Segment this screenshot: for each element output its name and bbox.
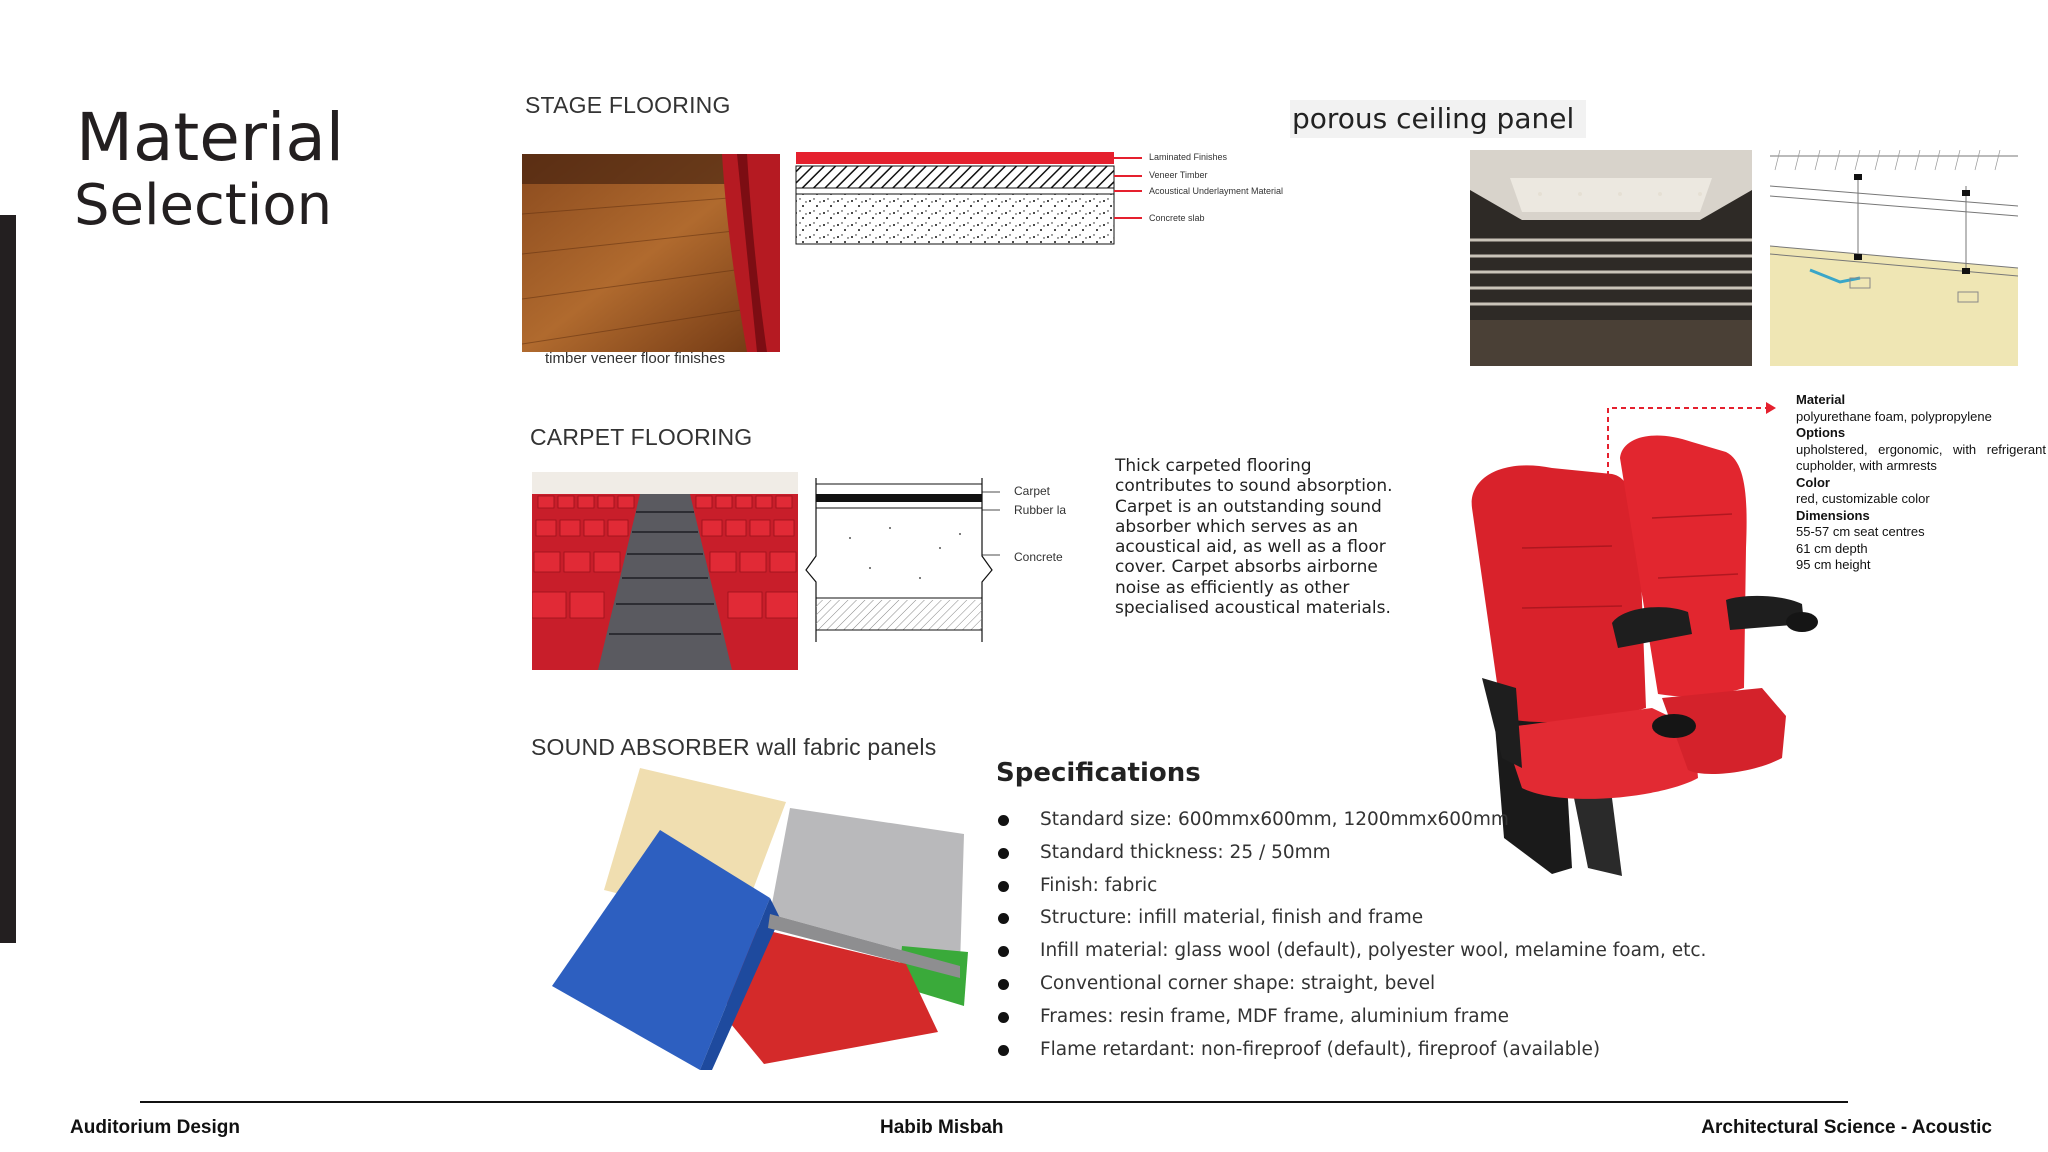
carpet-layer-label: Rubber la <box>1014 503 1067 517</box>
sound-absorber-heading: SOUND ABSORBER wall fabric panels <box>531 734 937 760</box>
spec-item <box>996 968 1706 1001</box>
page-title-line1: Material <box>76 99 345 176</box>
spec-item <box>996 902 1706 935</box>
spec-item-text: Standard thickness: 25 / 50mm <box>1040 841 1331 863</box>
chair-spec-value: red, customizable color <box>1796 491 1930 506</box>
stage-flooring-heading: STAGE FLOORING <box>525 92 731 118</box>
bullet-icon <box>998 1045 1009 1056</box>
carpet-layer-label: Concrete <box>1014 550 1063 564</box>
bullet-icon <box>998 848 1009 859</box>
spec-item-text: Infill material: glass wool (default), polyester wool, melamine foam, etc. <box>1040 940 1707 962</box>
page-title-line2: Selection <box>74 173 333 238</box>
spec-item <box>996 804 1706 837</box>
carpet-layer-label: Carpet <box>1014 484 1051 498</box>
carpet-auditorium-photo <box>532 472 798 670</box>
carpet-flooring-heading: CARPET FLOORING <box>530 424 753 450</box>
chair-spec-label: Color <box>1796 474 1830 490</box>
spec-item <box>996 1001 1706 1034</box>
stage-layer-label: Acoustical Underlayment Material <box>1149 186 1284 196</box>
carpet-description: Thick carpeted flooring contributes to sound absorption. Carpet is an outstanding sound absorber which serves as an acoustical aid, as well as a floor cover. Carpet absorbs airborne noise as efficiently as other specialised acoustical materials. <box>1115 456 1393 619</box>
stage-floor-section-diagram <box>794 150 1334 250</box>
spec-item <box>996 935 1706 968</box>
spec-item <box>996 1034 1706 1067</box>
footer-right: Architectural Science - Acoustic <box>1701 1117 1992 1138</box>
fabric-panels-image <box>550 768 970 1070</box>
chair-spec-value: polyurethane foam, polypropylene <box>1796 408 1992 424</box>
bullet-icon <box>998 815 1009 826</box>
stage-layer-label: Laminated Finishes <box>1149 152 1228 162</box>
stage-layer-label: Concrete slab <box>1149 213 1205 223</box>
bullet-icon <box>998 1012 1009 1023</box>
chair-spec-list <box>1796 392 2046 574</box>
footer-divider <box>140 1101 1848 1103</box>
ceiling-section-diagram <box>1770 150 2018 366</box>
left-accent-bar <box>0 215 16 943</box>
ceiling-photo <box>1470 150 1752 366</box>
specifications-title: Specifications <box>996 758 1201 788</box>
footer-center: Habib Misbah <box>880 1117 1004 1138</box>
stage-floor-caption: timber veneer floor finishes <box>545 350 726 367</box>
bullet-icon <box>998 913 1009 924</box>
carpet-section-diagram <box>800 478 1000 644</box>
spec-item <box>996 870 1706 903</box>
spec-item-text: Conventional corner shape: straight, bevel <box>1040 972 1436 994</box>
footer-left: Auditorium Design <box>70 1117 240 1138</box>
spec-item-text: Flame retardant: non-fireproof (default), fireproof (available) <box>1040 1038 1601 1060</box>
chair-spec-value: 55-57 cm seat centres 61 cm depth 95 cm height <box>1796 524 1925 572</box>
chair-spec-label: Dimensions <box>1796 507 1870 523</box>
chair-spec-label: Material <box>1796 392 1846 407</box>
spec-item-text: Standard size: 600mmx600mm, 1200mmx600mm <box>1040 809 1509 830</box>
chair-spec-label: Options <box>1796 425 1846 440</box>
stage-layer-label: Veneer Timber <box>1149 170 1208 180</box>
chair-spec-value: upholstered, ergonomic, with refrigerant cupholder, with armrests <box>1796 441 2046 473</box>
specifications-list <box>996 804 1706 1066</box>
spec-item <box>996 837 1706 870</box>
bullet-icon <box>998 979 1009 990</box>
spec-item-text: Structure: infill material, finish and frame <box>1040 907 1424 929</box>
bullet-icon <box>998 881 1009 892</box>
spec-item-text: Finish: fabric <box>1040 874 1158 896</box>
bullet-icon <box>998 946 1009 957</box>
spec-item-text: Frames: resin frame, MDF frame, aluminium frame <box>1040 1005 1510 1027</box>
ceiling-panel-label: porous ceiling panel <box>1290 100 1586 138</box>
stage-floor-photo <box>522 154 780 352</box>
